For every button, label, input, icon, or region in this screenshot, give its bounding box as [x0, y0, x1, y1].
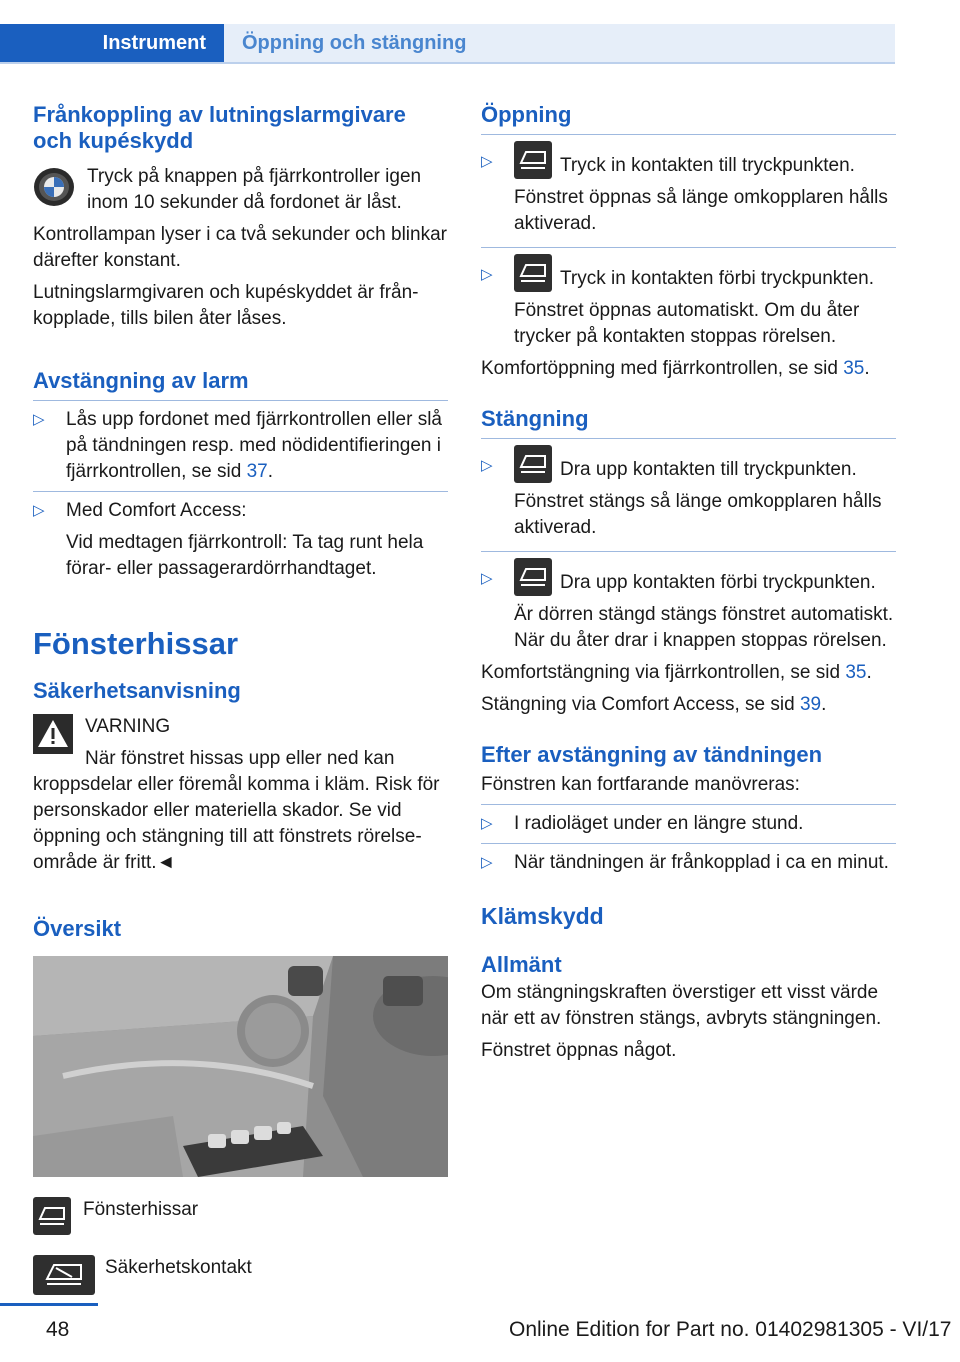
- section-title-allmant: Allmänt: [481, 952, 562, 977]
- legend-label: Säkerhetskontakt: [105, 1257, 252, 1278]
- section-title-oppning: Öppning: [481, 102, 572, 127]
- list-item-text: Tryck in kontakten förbi tryckpunkten.: [560, 268, 874, 289]
- paragraph: Komfortöppning med fjärrkontrollen, se sid 35.: [481, 358, 870, 379]
- page-reference-link[interactable]: 37: [246, 461, 268, 482]
- section-title-avstangning: Avstängning av larm: [33, 368, 249, 393]
- section-title-efter-avstangning: Efter avstängning av tändningen: [481, 742, 823, 767]
- legend-item-sakerhetskontakt: [33, 1255, 448, 1295]
- list-item-subtext: Är dörren stängd stängs fönstret automatiskt. När du åter drar i knappen stoppas rörelsen.: [514, 604, 894, 651]
- list-item: [481, 141, 896, 237]
- window-switch-icon: [514, 254, 560, 292]
- list-item: [481, 850, 896, 876]
- section-title-klamskydd: Klämskydd: [481, 903, 604, 929]
- list-item-text: Tryck in kontakten till tryckpunkten.: [560, 155, 855, 176]
- divider: [33, 400, 448, 401]
- warning-text: kroppsdelar eller föremål komma i kläm. Risk för personskador eller materiella skador. Se vid öppning och stängning till att fönstrets rörelseområde är fritt.◄: [33, 774, 440, 873]
- list-item-text: När tändningen är frånkopplad i ca en minut.: [514, 852, 889, 873]
- list-item: [481, 254, 896, 350]
- section-title-oversikt: Översikt: [33, 916, 122, 941]
- divider: [33, 491, 448, 492]
- divider: [481, 438, 896, 439]
- paragraph: Stängning via Comfort Access, se sid 39.: [481, 694, 827, 715]
- section-title-frankoppling: Frånkoppling av lutningslarmgivare och kupéskydd: [33, 102, 406, 153]
- door-panel-photo: [33, 956, 448, 1177]
- divider: [481, 804, 896, 805]
- legend-item-fonsterhissar: [33, 1197, 448, 1235]
- bullet-triangle-icon: ▷: [33, 411, 45, 428]
- list-item-text: Dra upp kontakten förbi tryckpunkten.: [560, 572, 876, 593]
- right-column: [481, 102, 896, 1064]
- header-bar: [0, 0, 895, 64]
- warning-triangle-icon: [33, 714, 73, 754]
- page-reference-link[interactable]: 39: [799, 694, 822, 715]
- chapter-title: Fönsterhissar: [33, 626, 239, 661]
- divider: [481, 843, 896, 844]
- paragraph: Lutningslarmgivaren och kupéskyddet är frånkopplade, tills bilen åter låses.: [33, 282, 419, 329]
- warning-text-first: När fönstret hissas upp eller ned kan: [85, 748, 395, 769]
- warning-label: VARNING: [85, 716, 171, 737]
- bullet-triangle-icon: ▷: [481, 457, 493, 474]
- list-item-subtext: Vid medtagen fjärrkontroll: Ta tag runt hela förar- eller passagerardörrhandtaget.: [66, 532, 424, 579]
- list-item: ▷ Lås upp fordonet med fjärrkontrollen eller slå på tändningen resp. med nödidentifieringen i fjärrkontrollen, se sid 37.: [33, 407, 448, 485]
- bullet-triangle-icon: ▷: [481, 266, 493, 283]
- page-reference-link[interactable]: 35: [843, 358, 865, 379]
- remote-key-instruction: [33, 164, 448, 216]
- comfort-open-text: Komfortöppning med fjärrkontrollen, se sid: [481, 358, 844, 379]
- bullet-triangle-icon: ▷: [481, 854, 493, 871]
- page-number: 48: [46, 1318, 70, 1341]
- list-item: [33, 498, 448, 582]
- warning-block: [33, 714, 448, 772]
- list-item-subtext: Fönstret öppnas så länge omkopplaren hålls aktiverad.: [514, 187, 888, 234]
- edition-note: Online Edition for Part no. 01402981305 - VI/17: [509, 1318, 952, 1341]
- window-switch-icon: [514, 558, 560, 596]
- safety-switch-icon: [33, 1255, 95, 1295]
- list-item: [481, 445, 896, 541]
- bullet-triangle-icon: ▷: [481, 153, 493, 170]
- list-item: [481, 811, 896, 837]
- left-column: [33, 102, 448, 1295]
- bullet-triangle-icon: ▷: [33, 502, 45, 519]
- legend-label: Fönsterhissar: [83, 1199, 199, 1220]
- divider: [481, 551, 896, 552]
- section-title-stangning: Stängning: [481, 406, 589, 431]
- window-switch-icon: [514, 141, 560, 179]
- footer-divider: [0, 1303, 98, 1306]
- window-lifter-icon: [33, 1197, 71, 1235]
- remote-key-icon: [33, 166, 75, 208]
- list-item: [481, 558, 896, 654]
- remote-key-text: Tryck på knappen på fjärrkontroller igen inom 10 sekunder då fordonet är låst.: [87, 166, 422, 213]
- tab-instrument[interactable]: Instrument: [0, 24, 224, 62]
- paragraph: Fönstren kan fortfarande manövreras:: [481, 774, 800, 795]
- paragraph: Kontrollampan lyser i ca två sekunder och blinkar därefter konstant.: [33, 224, 447, 271]
- list-item-subtext: Fönstret öppnas automatiskt. Om du åter trycker på kontakten stoppas rörelsen.: [514, 300, 860, 347]
- list-item-subtext: Fönstret stängs så länge omkopplaren hålls aktiverad.: [514, 491, 882, 538]
- paragraph: Komfortstängning via fjärrkontrollen, se sid 35.: [481, 662, 872, 683]
- bullet-triangle-icon: ▷: [481, 570, 493, 587]
- divider: [481, 247, 896, 248]
- bullet-triangle-icon: ▷: [481, 815, 493, 832]
- tab-oppning-och-stangning[interactable]: Öppning och stängning: [224, 24, 895, 62]
- list-item-text: I radioläget under en längre stund.: [514, 813, 804, 834]
- divider: [481, 134, 896, 135]
- comfort-close-text: Komfortstängning via fjärrkontrollen, se sid: [481, 662, 846, 683]
- list-item-text: Med Comfort Access:: [66, 500, 247, 521]
- list-item-text: Dra upp kontakten till tryckpunkten.: [560, 459, 857, 480]
- paragraph: Om stängningskraften överstiger ett visst värde när ett av fönstren stängs, avbryts stängningen.: [481, 982, 882, 1029]
- paragraph: Fönstret öppnas något.: [481, 1040, 677, 1061]
- section-title-sakerhetsanvisning: Säkerhetsanvisning: [33, 678, 241, 703]
- list-item-text: Lås upp fordonet med fjärrkontrollen eller slå på tändningen resp. med nödidentifieringen i fjärrkontrollen, se sid: [66, 409, 442, 482]
- window-switch-icon: [514, 445, 560, 483]
- comfort-access-text: Stängning via Comfort Access, se sid: [481, 694, 800, 715]
- page-reference-link[interactable]: 35: [845, 662, 867, 683]
